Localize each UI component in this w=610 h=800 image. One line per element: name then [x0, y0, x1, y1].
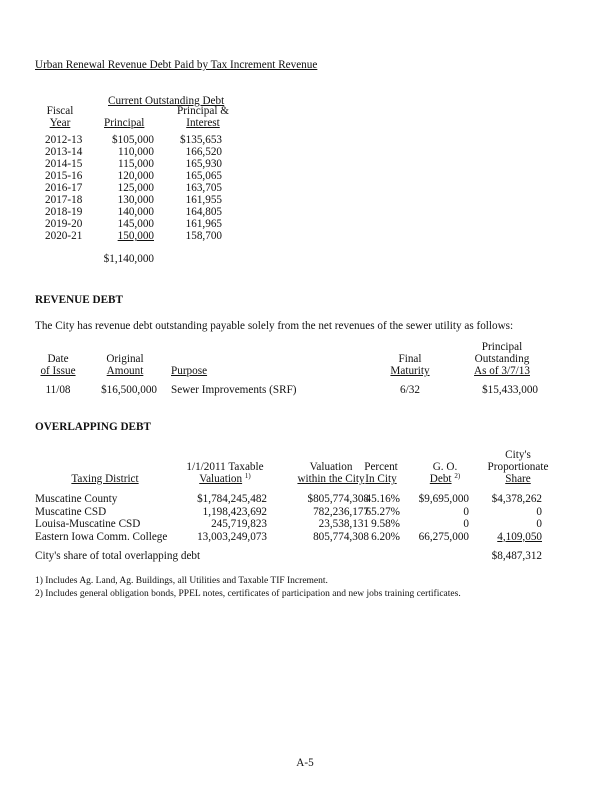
principal-interest-value: 158,700 — [185, 230, 222, 242]
principal-value: 130,000 — [117, 194, 154, 206]
footnote-ref-2: 2) — [454, 472, 461, 480]
overlapping-total-value: $8,487,312 — [491, 550, 542, 562]
amount-header-line2: Amount — [106, 365, 144, 377]
principal-interest-value: 163,705 — [185, 182, 222, 194]
proportionate-share: 4,109,050 — [497, 530, 542, 543]
overlapping-total-label: City's share of total overlapping debt — [35, 550, 201, 562]
footnote-ref-1: 1) — [244, 472, 251, 480]
page-number: A-5 — [296, 757, 314, 769]
revenue-debt-date: 11/08 — [45, 384, 71, 396]
date-header-line1: Date — [47, 353, 69, 365]
revenue-debt-amount: $16,500,000 — [101, 384, 157, 396]
fiscal-year: 2013-14 — [45, 146, 83, 158]
outstanding-header-line3: As of 3/7/13 — [474, 365, 530, 377]
share-header-line2: Proportionate — [487, 461, 549, 473]
fiscal-year-header-line2: Year — [49, 117, 71, 129]
proportionate-share: 0 — [536, 518, 542, 530]
overlapping-debt-heading: OVERLAPPING DEBT — [35, 421, 151, 433]
taxable-valuation-label: Valuation — [199, 473, 243, 485]
fiscal-year: 2015-16 — [45, 170, 83, 182]
go-debt: 66,275,000 — [418, 530, 469, 543]
maturity-header-line1: Final — [398, 353, 422, 365]
valuation-within-city: 805,774,308 — [313, 530, 369, 543]
percent-in-city: 65.27% — [365, 505, 400, 518]
go-debt-header-line2 — [415, 473, 475, 486]
go-debt-header-line1: G. O. — [432, 461, 458, 473]
maturity-header-line2: Maturity — [390, 365, 430, 377]
principal-value: 120,000 — [117, 170, 154, 182]
taxing-district: Muscatine County — [35, 493, 118, 505]
principal-interest-value: 165,930 — [185, 158, 222, 170]
fiscal-year: 2020-21 — [45, 230, 83, 242]
go-debt: 0 — [463, 518, 469, 530]
taxable-valuation: $1,784,245,482 — [197, 493, 267, 505]
outstanding-header-line2: Outstanding — [474, 353, 530, 365]
principal-interest-value: 166,520 — [185, 146, 222, 158]
principal-interest-value: 165,065 — [185, 170, 222, 182]
revenue-debt-maturity: 6/32 — [400, 384, 420, 396]
principal-interest-value: 161,965 — [185, 218, 222, 230]
urban-renewal-title: Urban Renewal Revenue Debt Paid by Tax Increment Revenue — [35, 59, 318, 71]
principal-interest-value: 161,955 — [185, 194, 222, 206]
within-city-header-line2: within the City — [297, 473, 365, 485]
taxing-district-header: Taxing District — [71, 473, 139, 485]
taxing-district: Louisa-Muscatine CSD — [35, 518, 141, 530]
principal-value: $105,000 — [112, 134, 154, 146]
revenue-debt-outstanding: $15,433,000 — [482, 384, 538, 396]
share-header-line1: City's — [505, 449, 531, 461]
taxable-valuation-header-line1: 1/1/2011 Taxable — [186, 461, 264, 473]
footnote-2: 2) Includes general obligation bonds, PPEL notes, certificates of participation and new jobs training certificates. — [35, 589, 461, 599]
valuation-within-city: $805,774,308 — [307, 493, 369, 505]
percent-header-line1: Percent — [364, 461, 398, 473]
go-debt-label: Debt — [429, 473, 452, 485]
purpose-header: Purpose — [171, 365, 208, 377]
principal-interest-header-line1: Principal & — [177, 105, 229, 117]
amount-header-line1: Original — [106, 353, 144, 365]
footnote-1: 1) Includes Ag. Land, Ag. Buildings, all Utilities and Taxable TIF Increment. — [35, 576, 328, 586]
proportionate-share: $4,378,262 — [491, 493, 542, 505]
revenue-debt-heading: REVENUE DEBT — [35, 294, 123, 306]
taxable-valuation-header-line2 — [175, 473, 275, 486]
fiscal-year: 2016-17 — [45, 182, 83, 194]
within-city-header-line1: Valuation — [309, 461, 353, 473]
taxing-district: Eastern Iowa Comm. College — [35, 530, 168, 543]
principal-value: 150,000 — [117, 230, 154, 242]
principal-value: 140,000 — [117, 206, 154, 218]
fiscal-year: 2012-13 — [45, 134, 83, 146]
fiscal-year-header-line1: Fiscal — [46, 105, 74, 117]
principal-interest-value: $135,653 — [180, 134, 222, 146]
taxing-district: Muscatine CSD — [35, 505, 107, 518]
fiscal-year: 2018-19 — [45, 206, 83, 218]
date-header-line2: of Issue — [40, 365, 76, 377]
principal-value: 115,000 — [118, 158, 154, 170]
share-header-line3: Share — [505, 473, 531, 485]
taxable-valuation: 1,198,423,692 — [202, 505, 267, 518]
percent-in-city: 45.16% — [365, 493, 400, 505]
urban-renewal-total-principal: $1,140,000 — [103, 253, 154, 265]
principal-value: 110,000 — [118, 146, 154, 158]
current-outstanding-debt-header: Current Outstanding Debt — [108, 95, 225, 107]
principal-value: 145,000 — [117, 218, 154, 230]
go-debt: 0 — [463, 505, 469, 518]
percent-in-city: 6.20% — [371, 530, 400, 543]
fiscal-year: 2017-18 — [45, 194, 83, 206]
taxable-valuation: 13,003,249,073 — [197, 530, 267, 543]
valuation-within-city: 23,538,131 — [318, 518, 369, 530]
principal-value: 125,000 — [117, 182, 154, 194]
revenue-debt-purpose: Sewer Improvements (SRF) — [171, 384, 297, 396]
principal-interest-header-line2: Interest — [186, 117, 220, 129]
fiscal-year: 2019-20 — [45, 218, 83, 230]
valuation-within-city: 782,236,177 — [313, 505, 369, 518]
principal-interest-value: 164,805 — [185, 206, 222, 218]
go-debt: $9,695,000 — [418, 493, 469, 505]
percent-in-city: 9.58% — [371, 518, 400, 530]
fiscal-year: 2014-15 — [45, 158, 83, 170]
proportionate-share: 0 — [536, 505, 542, 518]
principal-header: Principal — [104, 117, 145, 129]
revenue-debt-intro: The City has revenue debt outstanding payable solely from the net revenues of the sewer utility as follows: — [35, 320, 514, 332]
taxable-valuation: 245,719,823 — [211, 518, 267, 530]
outstanding-header-line1: Principal — [481, 341, 523, 353]
percent-header-line2: In City — [365, 473, 397, 485]
